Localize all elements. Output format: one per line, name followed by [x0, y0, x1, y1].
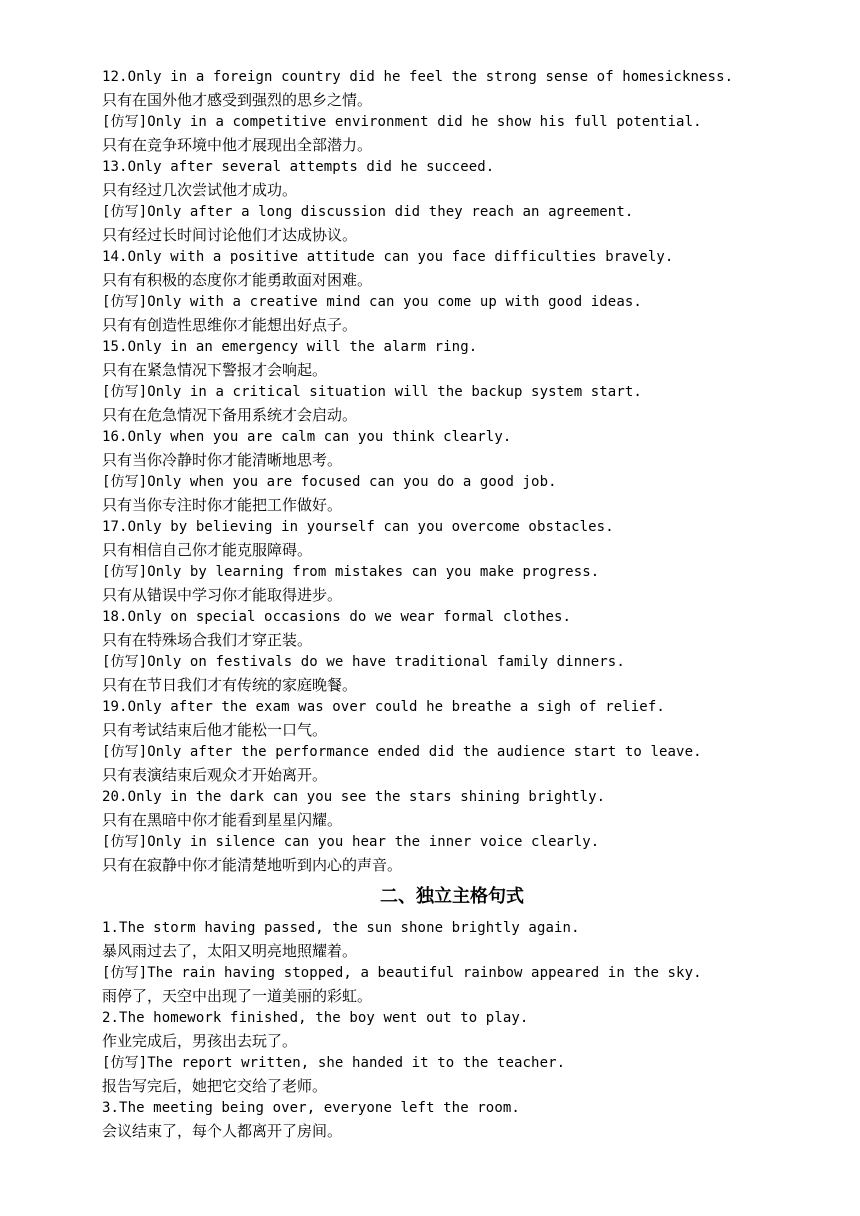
- example-sentence: 20.Only in the dark can you see the stars shining brightly.: [102, 789, 606, 805]
- imitation-translation: 只有在竞争环境中他才展现出全部潜力。: [102, 135, 373, 154]
- sentence-block: [102, 426, 802, 516]
- imitation-translation: 雨停了，天空中出现了一道美丽的彩虹。: [102, 986, 373, 1005]
- section-absolute-construction: [102, 917, 802, 1142]
- example-sentence: 2.The homework finished, the boy went out to play.: [102, 1010, 529, 1026]
- example-sentence: 1.The storm having passed, the sun shone brightly again.: [102, 920, 580, 936]
- imitation-sentence: [仿写]The report written, she handed it to the teacher.: [102, 1055, 566, 1071]
- imitation-translation: 只有经过长时间讨论他们才达成协议。: [102, 225, 358, 244]
- example-translation: 只有在国外他才感受到强烈的思乡之情。: [102, 90, 373, 109]
- sentence-block: [102, 1007, 802, 1097]
- section-inversion: [102, 66, 802, 876]
- imitation-translation: 报告写完后，她把它交给了老师。: [102, 1076, 328, 1095]
- example-translation: 只有在紧急情况下警报才会响起。: [102, 360, 328, 379]
- imitation-sentence: [仿写]Only in a competitive environment did he show his full potential.: [102, 114, 702, 130]
- section-title: 二、独立主格句式: [380, 886, 524, 907]
- sentence-block: [102, 156, 802, 246]
- example-sentence: 3.The meeting being over, everyone left the room.: [102, 1100, 520, 1116]
- document-page: [102, 66, 802, 1142]
- imitation-sentence: [仿写]Only on festivals do we have traditional family dinners.: [102, 654, 625, 670]
- example-translation: 只有在特殊场合我们才穿正装。: [102, 630, 313, 649]
- imitation-sentence: [仿写]Only after the performance ended did the audience start to leave.: [102, 744, 702, 760]
- imitation-sentence: [仿写]The rain having stopped, a beautiful rainbow appeared in the sky.: [102, 965, 702, 981]
- example-translation: 只有相信自己你才能克服障碍。: [102, 540, 313, 559]
- imitation-translation: 只有有创造性思维你才能想出好点子。: [102, 315, 358, 334]
- example-sentence: 14.Only with a positive attitude can you face difficulties bravely.: [102, 249, 674, 265]
- example-sentence: 12.Only in a foreign country did he feel the strong sense of homesickness.: [102, 69, 734, 85]
- sentence-block: [102, 696, 802, 786]
- example-translation: 暴风雨过去了，太阳又明亮地照耀着。: [102, 941, 358, 960]
- sentence-block: [102, 336, 802, 426]
- imitation-sentence: [仿写]Only when you are focused can you do a good job.: [102, 474, 557, 490]
- example-sentence: 18.Only on special occasions do we wear formal clothes.: [102, 609, 572, 625]
- sentence-block: [102, 246, 802, 336]
- example-sentence: 16.Only when you are calm can you think clearly.: [102, 429, 512, 445]
- imitation-sentence: [仿写]Only with a creative mind can you come up with good ideas.: [102, 294, 642, 310]
- example-translation: 只有考试结束后他才能松一口气。: [102, 720, 328, 739]
- example-translation: 作业完成后，男孩出去玩了。: [102, 1031, 298, 1050]
- imitation-translation: 只有在危急情况下备用系统才会启动。: [102, 405, 358, 424]
- sentence-block: [102, 66, 802, 156]
- imitation-translation: 只有在寂静中你才能清楚地听到内心的声音。: [102, 855, 403, 874]
- example-translation: 只有经过几次尝试他才成功。: [102, 180, 298, 199]
- imitation-translation: 只有从错误中学习你才能取得进步。: [102, 585, 343, 604]
- example-sentence: 19.Only after the exam was over could he breathe a sigh of relief.: [102, 699, 665, 715]
- sentence-block: [102, 1097, 802, 1142]
- example-sentence: 17.Only by believing in yourself can you overcome obstacles.: [102, 519, 614, 535]
- example-sentence: 15.Only in an emergency will the alarm ring.: [102, 339, 478, 355]
- imitation-translation: 只有表演结束后观众才开始离开。: [102, 765, 328, 784]
- imitation-sentence: [仿写]Only after a long discussion did they reach an agreement.: [102, 204, 634, 220]
- example-translation: 只有有积极的态度你才能勇敢面对困难。: [102, 270, 373, 289]
- sentence-block: [102, 516, 802, 606]
- example-translation: 只有在黑暗中你才能看到星星闪耀。: [102, 810, 343, 829]
- example-translation: 会议结束了，每个人都离开了房间。: [102, 1121, 343, 1140]
- sentence-block: [102, 917, 802, 1007]
- example-translation: 只有当你冷静时你才能清晰地思考。: [102, 450, 343, 469]
- imitation-translation: 只有在节日我们才有传统的家庭晚餐。: [102, 675, 358, 694]
- example-sentence: 13.Only after several attempts did he succeed.: [102, 159, 495, 175]
- sentence-block: [102, 786, 802, 876]
- imitation-translation: 只有当你专注时你才能把工作做好。: [102, 495, 343, 514]
- imitation-sentence: [仿写]Only in silence can you hear the inner voice clearly.: [102, 834, 600, 850]
- imitation-sentence: [仿写]Only by learning from mistakes can you make progress.: [102, 564, 600, 580]
- imitation-sentence: [仿写]Only in a critical situation will the backup system start.: [102, 384, 642, 400]
- sentence-block: [102, 606, 802, 696]
